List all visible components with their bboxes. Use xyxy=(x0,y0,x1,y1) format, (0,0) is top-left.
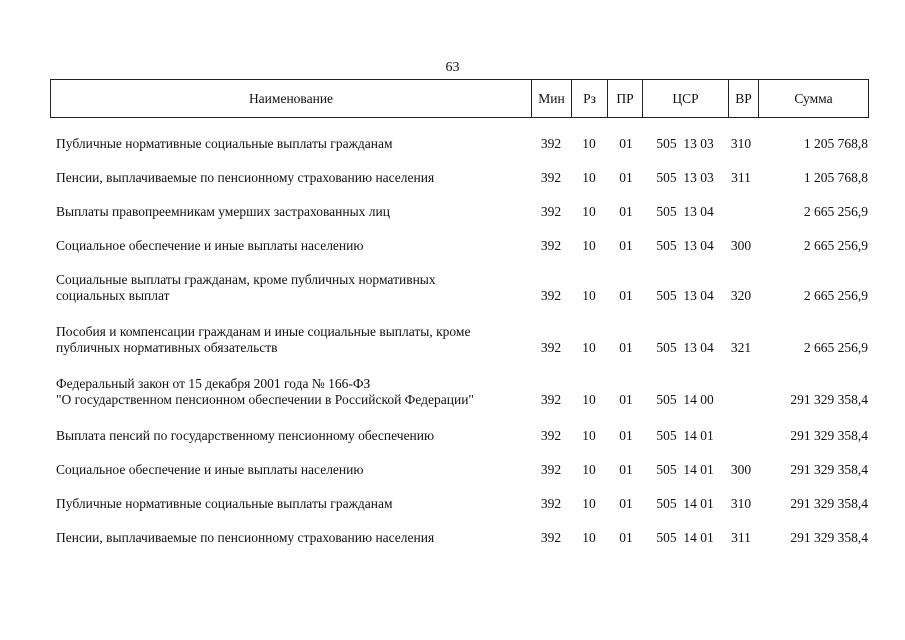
cell-min: 392 xyxy=(540,392,562,407)
cell-vr: 310 xyxy=(730,136,752,151)
row-name-line: Пенсии, выплачиваемые по пенсионному страхованию населения xyxy=(56,530,435,545)
cell-sum: 291 329 358,4 xyxy=(790,462,868,477)
cell-csr: 505 14 01 xyxy=(656,530,714,545)
cell-rz: 10 xyxy=(582,340,596,355)
cell-min: 392 xyxy=(540,204,562,219)
cell-pr: 01 xyxy=(619,136,633,151)
cell-min: 392 xyxy=(540,530,562,545)
cell-rz: 10 xyxy=(582,204,596,219)
cell-csr: 505 13 04 xyxy=(656,204,714,219)
row-name-line: Выплата пенсий по государственному пенсионному обеспечению xyxy=(56,428,435,443)
cell-pr: 01 xyxy=(619,462,633,477)
cell-rz: 10 xyxy=(582,428,596,443)
cell-sum: 2 665 256,9 xyxy=(803,238,868,253)
row-name xyxy=(56,428,526,444)
row-name-line: Публичные нормативные социальные выплаты гражданам xyxy=(56,136,393,151)
cell-min: 392 xyxy=(540,238,562,253)
row-name-line: Пенсии, выплачиваемые по пенсионному страхованию населения xyxy=(56,170,435,185)
cell-min: 392 xyxy=(540,462,562,477)
row-name-line: Пособия и компенсации гражданам и иные социальные выплаты, кроме xyxy=(56,324,471,339)
cell-sum: 2 665 256,9 xyxy=(803,288,868,303)
cell-pr: 01 xyxy=(619,288,633,303)
cell-csr: 505 13 04 xyxy=(656,288,714,303)
cell-csr: 505 14 00 xyxy=(656,392,714,407)
cell-vr: 310 xyxy=(730,496,752,511)
cell-rz: 10 xyxy=(582,392,596,407)
cell-csr: 505 13 04 xyxy=(656,238,714,253)
row-name xyxy=(56,238,526,254)
cell-csr: 505 13 03 xyxy=(656,170,714,185)
row-name xyxy=(56,496,526,512)
cell-min: 392 xyxy=(540,170,562,185)
row-name xyxy=(56,136,526,152)
row-name xyxy=(56,204,526,220)
cell-vr: 321 xyxy=(730,340,752,355)
cell-pr: 01 xyxy=(619,238,633,253)
row-name xyxy=(56,376,526,408)
header-csr: ЦСР xyxy=(642,80,728,117)
cell-pr: 01 xyxy=(619,530,633,545)
cell-vr: 311 xyxy=(731,530,751,545)
header-min: Мин xyxy=(531,80,571,117)
row-name-line: "О государственном пенсионном обеспечении в Российской Федерации" xyxy=(56,392,474,407)
table-header xyxy=(50,79,869,118)
cell-csr: 505 14 01 xyxy=(656,496,714,511)
cell-sum: 2 665 256,9 xyxy=(803,340,868,355)
cell-pr: 01 xyxy=(619,340,633,355)
cell-csr: 505 13 03 xyxy=(656,136,714,151)
header-pr: ПР xyxy=(607,80,642,117)
row-name-line: Социальное обеспечение и иные выплаты населению xyxy=(56,238,364,253)
cell-sum: 291 329 358,4 xyxy=(790,496,868,511)
cell-rz: 10 xyxy=(582,462,596,477)
cell-min: 392 xyxy=(540,340,562,355)
header-vr: ВР xyxy=(728,80,758,117)
page-number: 63 xyxy=(445,60,460,75)
cell-sum: 291 329 358,4 xyxy=(790,428,868,443)
row-name xyxy=(56,324,526,356)
row-name-line: Социальные выплаты гражданам, кроме публичных нормативных xyxy=(56,272,436,287)
cell-sum: 1 205 768,8 xyxy=(803,136,868,151)
row-name-line: Выплаты правопреемникам умерших застрахованных лиц xyxy=(56,204,390,219)
cell-pr: 01 xyxy=(619,496,633,511)
cell-rz: 10 xyxy=(582,238,596,253)
row-name-line: Федеральный закон от 15 декабря 2001 года № 166-ФЗ xyxy=(56,376,371,391)
cell-min: 392 xyxy=(540,496,562,511)
cell-pr: 01 xyxy=(619,170,633,185)
cell-csr: 505 14 01 xyxy=(656,462,714,477)
cell-min: 392 xyxy=(540,136,562,151)
cell-vr: 300 xyxy=(730,238,752,253)
cell-rz: 10 xyxy=(582,170,596,185)
cell-pr: 01 xyxy=(619,428,633,443)
row-name-line: публичных нормативных обязательств xyxy=(56,340,278,355)
row-name xyxy=(56,462,526,478)
cell-rz: 10 xyxy=(582,530,596,545)
row-name-line: социальных выплат xyxy=(56,288,170,303)
cell-rz: 10 xyxy=(582,288,596,303)
cell-rz: 10 xyxy=(582,496,596,511)
header-sum: Сумма xyxy=(758,80,868,117)
row-name xyxy=(56,530,526,546)
header-rz: Рз xyxy=(571,80,607,117)
row-name-line: Социальное обеспечение и иные выплаты населению xyxy=(56,462,364,477)
cell-pr: 01 xyxy=(619,392,633,407)
cell-min: 392 xyxy=(540,428,562,443)
cell-rz: 10 xyxy=(582,136,596,151)
cell-min: 392 xyxy=(540,288,562,303)
cell-sum: 2 665 256,9 xyxy=(803,204,868,219)
cell-csr: 505 14 01 xyxy=(656,428,714,443)
cell-vr: 311 xyxy=(731,170,751,185)
cell-csr: 505 13 04 xyxy=(656,340,714,355)
cell-sum: 1 205 768,8 xyxy=(803,170,868,185)
cell-sum: 291 329 358,4 xyxy=(790,530,868,545)
row-name xyxy=(56,170,526,186)
cell-sum: 291 329 358,4 xyxy=(790,392,868,407)
cell-pr: 01 xyxy=(619,204,633,219)
row-name-line: Публичные нормативные социальные выплаты гражданам xyxy=(56,496,393,511)
row-name xyxy=(56,272,526,304)
cell-vr: 300 xyxy=(730,462,752,477)
header-name: Наименование xyxy=(248,91,334,106)
cell-vr: 320 xyxy=(730,288,752,303)
